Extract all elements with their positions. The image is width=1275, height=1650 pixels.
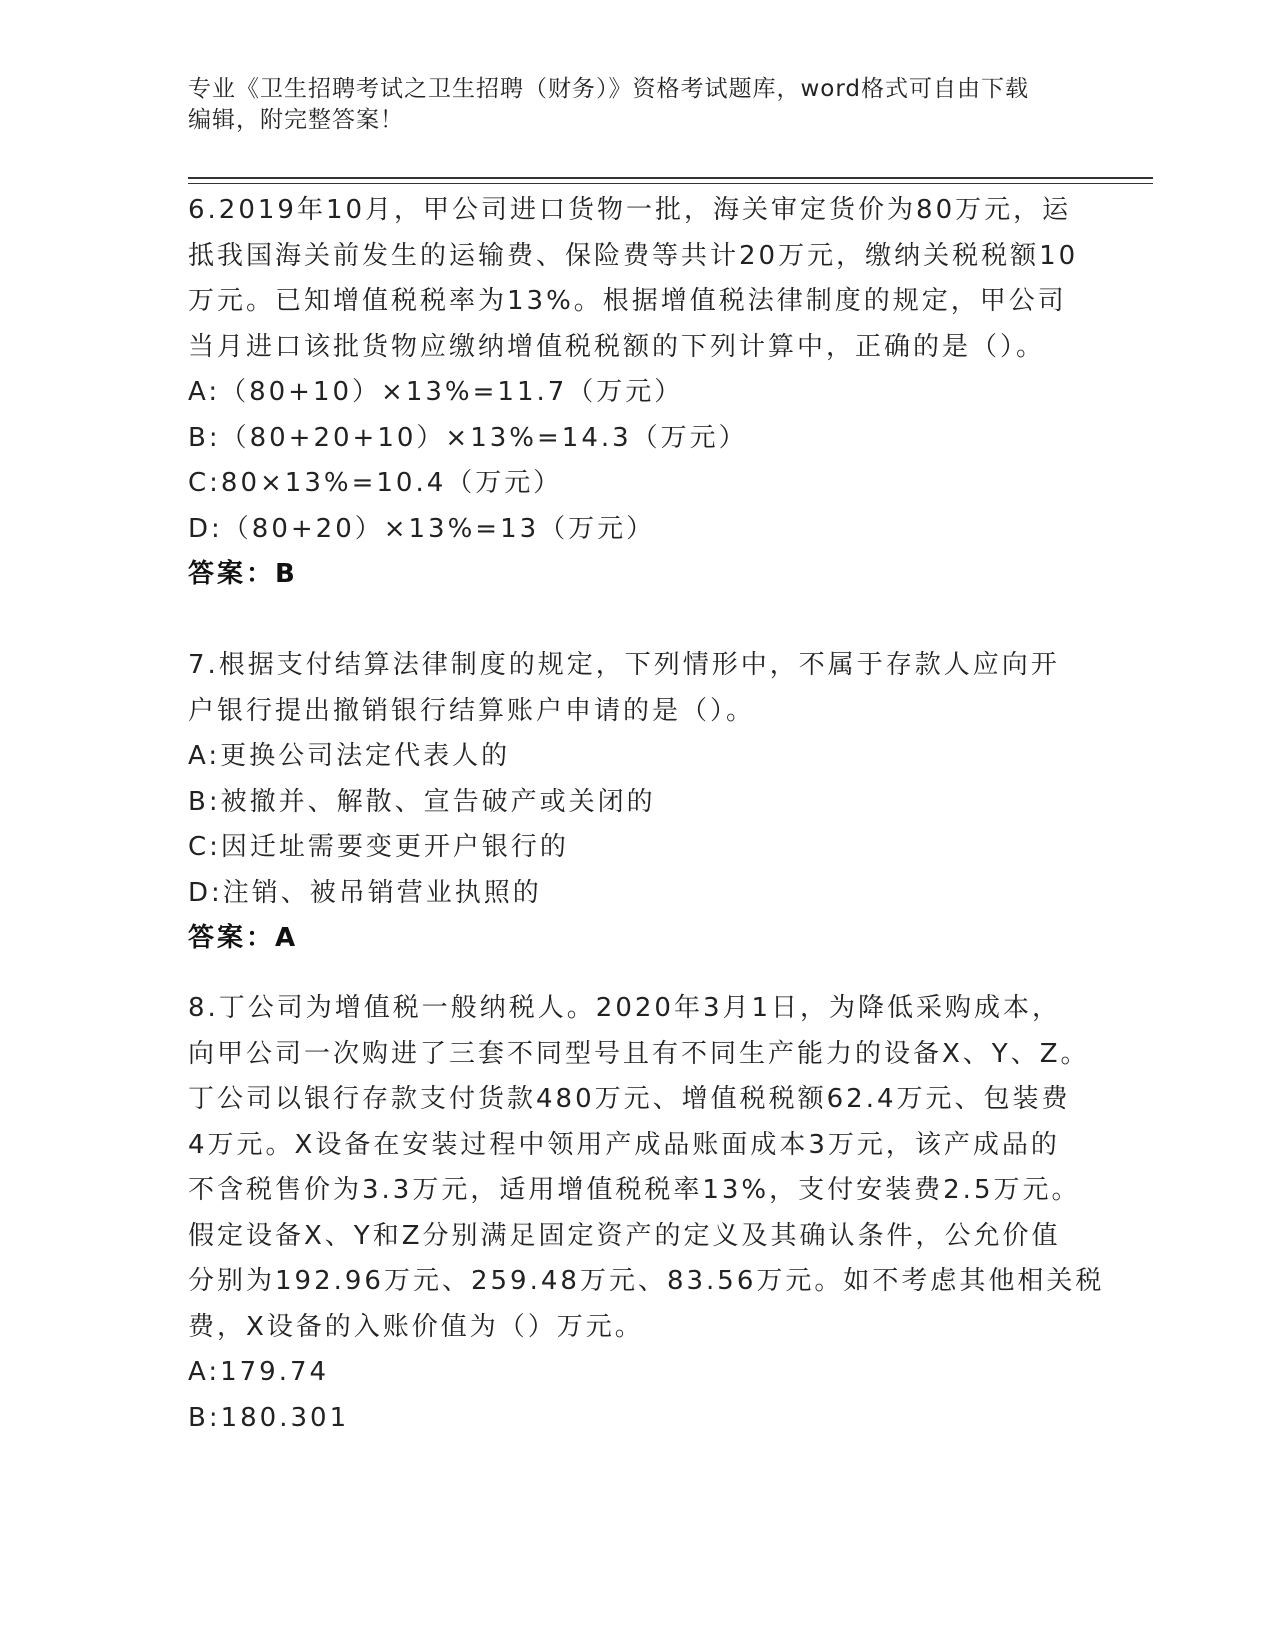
answer-label: 答案：A: [188, 923, 299, 953]
header-divider-thin: [188, 183, 1153, 184]
document-header: [188, 74, 1088, 136]
option-a: A:（80+10）×13%=11.7（万元）: [188, 377, 684, 407]
option-b: B:被撤并、解散、宣告破产或关闭的: [188, 786, 656, 817]
question-text-line: 当月进口该批货物应缴纳增值税税额的下列计算中，正确的是（）。: [188, 331, 1046, 362]
question-text-line: 向甲公司一次购进了三套不同型号且有不同生产能力的设备X、Y、Z。: [188, 1038, 1090, 1069]
question-text-line: 7.根据支付结算法律制度的规定，下列情形中，不属于存款人应向开: [188, 650, 1060, 680]
header-line-1: 专业《卫生招聘考试之卫生招聘（财务）》资格考试题库，word格式可自由下载: [188, 76, 1030, 102]
question-text-line: 4万元。X设备在安装过程中领用产成品账面成本3万元，该产成品的: [188, 1129, 1060, 1160]
option-c: C:80×13%=10.4（万元）: [188, 468, 563, 498]
option-c: C:因迁址需要变更开户银行的: [188, 832, 569, 862]
option-b: B:180.301: [188, 1402, 350, 1433]
question-text-line: 抵我国海关前发生的运输费、保险费等共计20万元，缴纳关税税额10: [188, 240, 1079, 271]
question-text-line: 假定设备X、Y和Z分别满足固定资产的定义及其确认条件，公允价值: [188, 1220, 1061, 1251]
option-a: A:179.74: [188, 1357, 330, 1387]
question-text-line: 户银行提出撤销银行结算账户申请的是（）。: [188, 695, 756, 726]
question-text-line: 不含税售价为3.3万元，适用增值税税率13%，支付安装费2.5万元。: [188, 1175, 1081, 1205]
question-text-line: 8.丁公司为增值税一般纳税人。2020年3月1日，为降低采购成本，: [188, 993, 1062, 1023]
option-b: B:（80+20+10）×13%=14.3（万元）: [188, 422, 748, 453]
header-line-2: 编辑，附完整答案！: [188, 107, 404, 133]
question-text-line: 万元。已知增值税税率为13%。根据增值税法律制度的规定，甲公司: [188, 286, 1067, 316]
option-a: A:更换公司法定代表人的: [188, 741, 511, 771]
answer-label: 答案：B: [188, 559, 298, 589]
question-text-line: 费，X设备的入账价值为（）万元。: [188, 1311, 644, 1342]
option-d: D:注销、被吊销营业执照的: [188, 877, 542, 908]
header-divider-thick: [188, 177, 1153, 179]
question-7: [188, 643, 1078, 962]
option-d: D:（80+20）×13%=13（万元）: [188, 513, 656, 544]
question-text-line: 6.2019年10月，甲公司进口货物一批，海关审定货价为80万元，运: [188, 195, 1072, 225]
question-6: [188, 188, 1078, 598]
question-text-line: 分别为192.96万元、259.48万元、83.56万元。如不考虑其他相关税: [188, 1266, 1105, 1296]
question-8: [188, 986, 1105, 1441]
question-text-line: 丁公司以银行存款支付货款480万元、增值税税额62.4万元、包装费: [188, 1084, 1071, 1114]
